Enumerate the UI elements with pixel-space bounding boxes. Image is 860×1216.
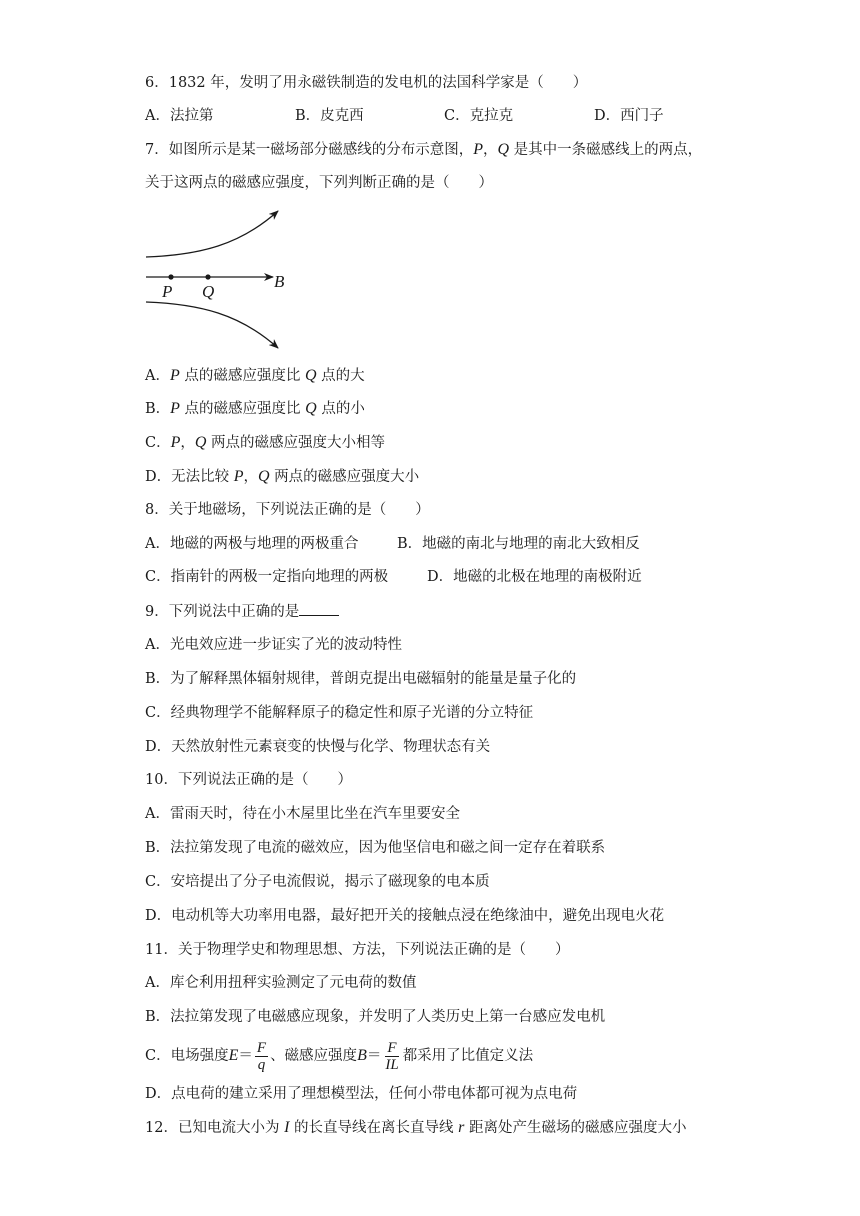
fraction-f-over-q: [255, 1040, 268, 1073]
q6-option-c: C．克拉克: [444, 108, 514, 124]
var-r: r: [458, 1119, 465, 1136]
q11-option-c-prefix: C．电场强度: [145, 1048, 229, 1064]
q8-stem: 8．关于地磁场，下列说法正确的是（ ）: [145, 502, 430, 518]
q7-option-d-var-p: P: [233, 468, 244, 485]
fraction-numerator: F: [387, 1039, 397, 1056]
field-b-label: B: [274, 272, 285, 291]
magnetic-field-lines-figure: [140, 205, 300, 355]
q9-option-c: C．经典物理学不能解释原子的稳定性和原子光谱的分立特征: [145, 705, 534, 721]
q7-option-d-var-q: Q: [258, 468, 270, 485]
q11-stem: 11．关于物理学史和物理思想、方法，下列说法正确的是（ ）: [145, 942, 570, 958]
q8-option-c: C．指南针的两极一定指向地理的两极: [145, 569, 389, 585]
q7-option-b-prefix: B．: [145, 401, 171, 417]
q9-option-a: A．光电效应进一步证实了光的波动特性: [145, 637, 402, 653]
q7-option-d-mid: ，: [243, 469, 259, 485]
q7-stem-line1: [145, 140, 702, 160]
equals-sign: ＝: [366, 1048, 382, 1064]
q11-option-d: D．点电荷的建立采用了理想模型法，任何小带电体都可视为点电荷: [145, 1086, 578, 1102]
point-q-dot: [205, 274, 210, 279]
q11-option-c-mid: 、磁感应强度: [270, 1048, 358, 1064]
equals-sign: ＝: [238, 1048, 253, 1064]
q12-text-c: 距离处产生磁场的磁感应强度大小: [464, 1120, 687, 1136]
q7-option-c: [145, 433, 385, 453]
upper-field-line: [146, 211, 278, 257]
q10-option-b: B．法拉第发现了电流的磁效应，因为他坚信电和磁之间一定存在着联系: [145, 840, 606, 856]
q8-option-a: A．地磁的两极与地理的两极重合: [145, 536, 359, 552]
q7-var-q: Q: [497, 141, 510, 158]
q7-option-c-var-q: Q: [194, 434, 207, 451]
q7-option-d-end: 两点的磁感应强度大小: [269, 469, 420, 485]
q6-option-a: A．法拉第: [145, 108, 214, 124]
q11-option-c-end: 都采用了比值定义法: [402, 1048, 534, 1064]
q6-option-d: D．西门子: [594, 108, 664, 124]
fraction-denominator: q: [257, 1056, 266, 1073]
q7-var-p: P: [473, 141, 484, 158]
q7-option-a-var-p: P: [169, 367, 180, 384]
q7-option-b-var-p: P: [170, 400, 180, 417]
q8-option-b: B．地磁的南北与地理的南北大致相反: [397, 536, 640, 552]
point-p-label: P: [162, 282, 173, 301]
q7-stem-text: 7．如图所示是某一磁场部分磁感线的分布示意图，: [145, 142, 474, 158]
q7-option-b: [145, 399, 365, 419]
q7-option-d: [145, 467, 419, 487]
q12-text-a: 12．已知电流大小为: [145, 1120, 285, 1136]
fraction-denominator: IL: [385, 1056, 399, 1073]
var-i: I: [284, 1119, 290, 1136]
q7-option-d-prefix: D．无法比较: [145, 469, 234, 485]
var-b: B: [357, 1047, 367, 1064]
q11-option-b: B．法拉第发现了电磁感应现象，并发明了人类历史上第一台感应发电机: [145, 1009, 606, 1025]
q7-option-c-end: 两点的磁感应强度大小相等: [206, 435, 386, 451]
q7-option-a-prefix: A．: [145, 368, 170, 384]
q7-option-a-end: 点的大: [316, 368, 365, 384]
q9-stem: [145, 601, 339, 622]
q7-option-c-prefix: C．: [145, 435, 171, 451]
var-e: E: [228, 1047, 239, 1064]
fraction-f-over-il: [383, 1040, 400, 1073]
q7-option-b-mid: 点的磁感应强度比: [179, 401, 306, 417]
q7-option-c-var-p: P: [170, 434, 181, 451]
lower-field-line: [146, 302, 278, 348]
q7-stem-text-end: 是其中一条磁感线上的两点，: [509, 142, 703, 158]
q7-option-a: [145, 366, 365, 386]
q7-comma: ，: [483, 142, 498, 158]
q7-stem-line2: 关于这两点的磁感应强度，下列判断正确的是（ ）: [145, 175, 493, 191]
q7-option-a-var-q: Q: [304, 367, 317, 384]
q7-option-b-var-q: Q: [305, 400, 317, 417]
point-p-dot: [168, 274, 173, 279]
answer-blank: [299, 601, 339, 616]
q12-text-b: 的长直导线在离长直导线: [289, 1120, 459, 1136]
point-q-label: Q: [202, 282, 215, 301]
q9-stem-text: 9．下列说法中正确的是: [145, 604, 300, 620]
q9-option-d: D．天然放射性元素衰变的快慢与化学、物理状态有关: [145, 739, 491, 755]
q6-stem: 6．1832 年，发明了用永磁铁制造的发电机的法国科学家是（ ）: [145, 75, 588, 91]
q11-option-a: A．库仑利用扭秤实验测定了元电荷的数值: [145, 975, 417, 991]
q10-option-c: C．安培提出了分子电流假说，揭示了磁现象的电本质: [145, 874, 490, 890]
q7-option-a-mid: 点的磁感应强度比: [179, 368, 305, 384]
fraction-numerator: F: [256, 1039, 267, 1056]
q7-option-b-end: 点的小: [316, 401, 365, 417]
q12-stem: [145, 1118, 686, 1138]
q7-option-c-mid: ，: [180, 435, 195, 451]
q8-option-d: D．地磁的北极在地理的南极附近: [427, 569, 642, 585]
q9-option-b: B．为了解释黑体辐射规律，普朗克提出电磁辐射的能量是量子化的: [145, 671, 577, 687]
q10-option-d: D．电动机等大功率用电器，最好把开关的接触点浸在绝缘油中，避免出现电火花: [145, 908, 665, 924]
q10-stem: 10．下列说法正确的是（ ）: [145, 772, 352, 788]
q6-option-b: B．皮克西: [295, 108, 364, 124]
q10-option-a: A．雷雨天时，待在小木屋里比坐在汽车里要安全: [145, 806, 460, 822]
q11-option-c: [145, 1038, 533, 1074]
